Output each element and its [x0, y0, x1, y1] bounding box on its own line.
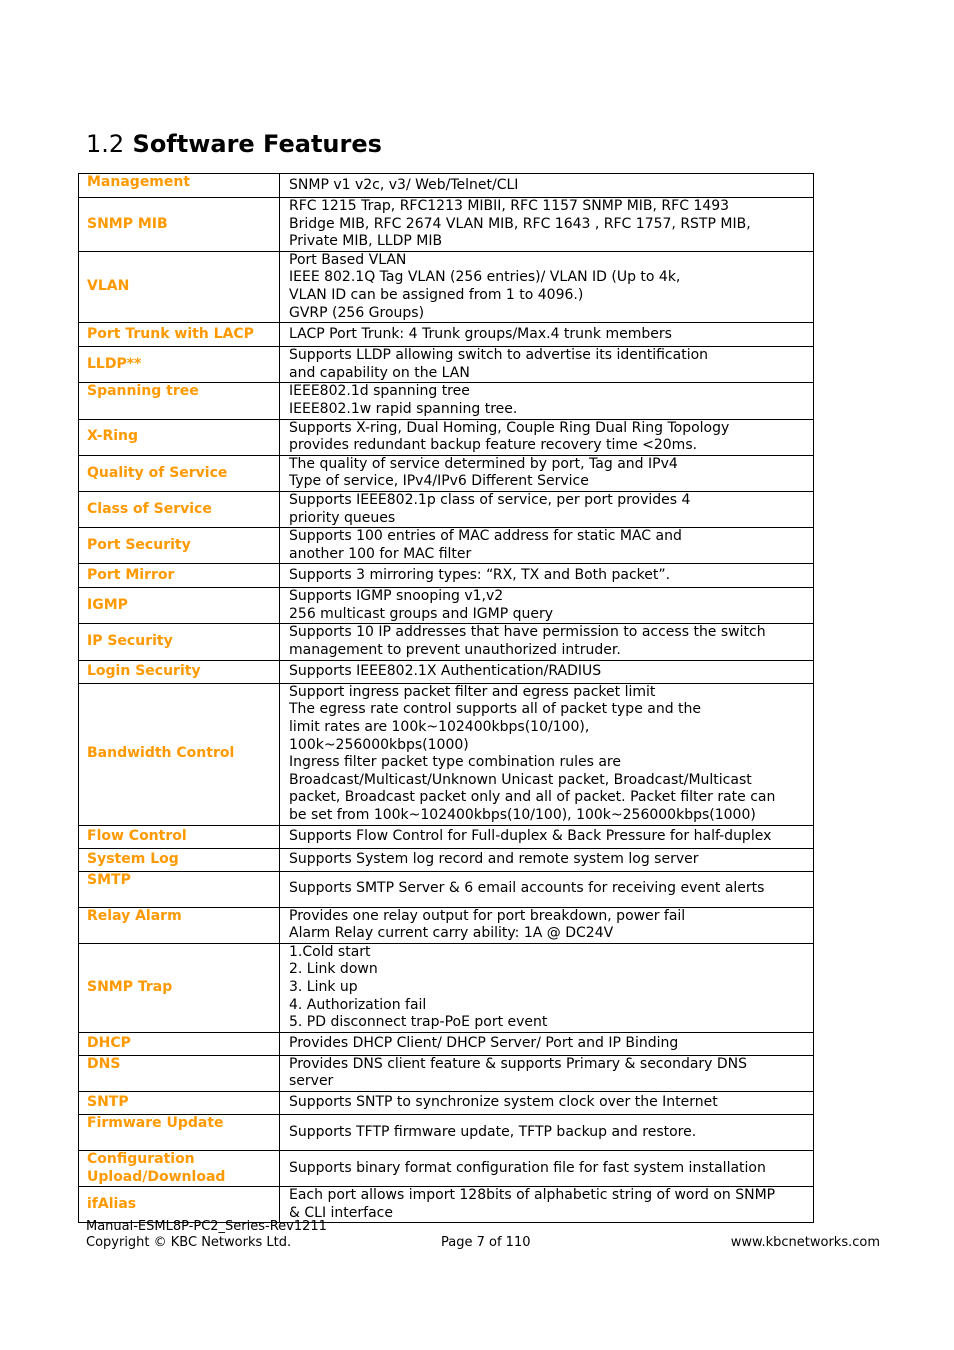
- feature-description: IEEE802.1d spanning tree IEEE802.1w rapid spanning tree.: [280, 383, 814, 419]
- feature-label: Configuration Upload/Download: [79, 1151, 280, 1187]
- feature-label: ifAlias: [79, 1187, 280, 1223]
- table-row: [79, 1092, 814, 1115]
- table-row: [79, 419, 814, 455]
- table-row: [79, 198, 814, 252]
- table-row: [79, 588, 814, 624]
- feature-description: Supports IGMP snooping v1,v2 256 multicast groups and IGMP query: [280, 588, 814, 624]
- feature-description: Supports System log record and remote system log server: [280, 848, 814, 871]
- feature-label: Port Security: [79, 528, 280, 564]
- table-row: [79, 871, 814, 907]
- feature-description: Supports 3 mirroring types: “RX, TX and Both packet”.: [280, 564, 814, 588]
- feature-label: DHCP: [79, 1032, 280, 1055]
- table-row: [79, 491, 814, 527]
- table-row: [79, 943, 814, 1032]
- feature-description: Port Based VLAN IEEE 802.1Q Tag VLAN (256 entries)/ VLAN ID (Up to 4k, VLAN ID can be assigned from 1 to 4096.) GVRP (256 Groups): [280, 251, 814, 322]
- feature-label: SNTP: [79, 1092, 280, 1115]
- table-row: [79, 323, 814, 347]
- feature-description: Provides DHCP Client/ DHCP Server/ Port and IP Binding: [280, 1032, 814, 1055]
- feature-description: Supports X-ring, Dual Homing, Couple Ring Dual Ring Topology provides redundant backup feature recovery time <20ms.: [280, 419, 814, 455]
- feature-label: Management: [79, 174, 280, 198]
- feature-label: Spanning tree: [79, 383, 280, 419]
- table-row: [79, 1115, 814, 1151]
- table-row: [79, 1151, 814, 1187]
- footer-website: www.kbcnetworks.com: [730, 1235, 880, 1250]
- table-row: [79, 660, 814, 683]
- feature-label: Class of Service: [79, 491, 280, 527]
- table-row: [79, 683, 814, 825]
- footer-manual-id: Manual-ESML8P-PC2_Series-Rev1211: [86, 1219, 327, 1234]
- feature-description: Supports IEEE802.1X Authentication/RADIUS: [280, 660, 814, 683]
- feature-label: SMTP: [79, 871, 280, 907]
- feature-description: Supports 10 IP addresses that have permission to access the switch management to prevent unauthorized intruder.: [280, 624, 814, 660]
- footer-copyright: Copyright © KBC Networks Ltd.: [86, 1235, 292, 1250]
- feature-label: Port Mirror: [79, 564, 280, 588]
- footer-page-number: Page 7 of 110: [441, 1235, 531, 1250]
- table-row: [79, 564, 814, 588]
- table-row: [79, 624, 814, 660]
- table-row: [79, 1032, 814, 1055]
- feature-description: Each port allows import 128bits of alphabetic string of word on SNMP & CLI interface: [280, 1187, 814, 1223]
- software-features-table: [78, 173, 814, 1223]
- table-row: [79, 383, 814, 419]
- feature-label: Quality of Service: [79, 455, 280, 491]
- table-row: [79, 825, 814, 848]
- feature-description: Provides one relay output for port breakdown, power fail Alarm Relay current carry ability: 1A @ DC24V: [280, 907, 814, 943]
- feature-description: Supports IEEE802.1p class of service, per port provides 4 priority queues: [280, 491, 814, 527]
- feature-label: Relay Alarm: [79, 907, 280, 943]
- feature-label: IP Security: [79, 624, 280, 660]
- feature-label: SNMP Trap: [79, 943, 280, 1032]
- feature-description: Supports SNTP to synchronize system clock over the Internet: [280, 1092, 814, 1115]
- feature-label: Firmware Update: [79, 1115, 280, 1151]
- feature-label: Port Trunk with LACP: [79, 323, 280, 347]
- table-row: [79, 251, 814, 322]
- section-number: 1.2: [86, 130, 125, 158]
- feature-label: System Log: [79, 848, 280, 871]
- table-row: [79, 455, 814, 491]
- feature-label: Bandwidth Control: [79, 683, 280, 825]
- feature-description: Provides DNS client feature & supports Primary & secondary DNS server: [280, 1055, 814, 1091]
- feature-label: IGMP: [79, 588, 280, 624]
- feature-description: Supports binary format configuration file for fast system installation: [280, 1151, 814, 1187]
- feature-label: DNS: [79, 1055, 280, 1091]
- table-row: [79, 907, 814, 943]
- feature-description: RFC 1215 Trap, RFC1213 MIBII, RFC 1157 SNMP MIB, RFC 1493 Bridge MIB, RFC 2674 VLAN MIB, RFC 1643 , RFC 1757, RSTP MIB, Private MIB, LLDP MIB: [280, 198, 814, 252]
- feature-label: SNMP MIB: [79, 198, 280, 252]
- feature-description: Supports TFTP firmware update, TFTP backup and restore.: [280, 1115, 814, 1151]
- feature-label: Login Security: [79, 660, 280, 683]
- section-title: Software Features: [132, 130, 382, 158]
- feature-label: Flow Control: [79, 825, 280, 848]
- feature-description: Supports LLDP allowing switch to advertise its identification and capability on the LAN: [280, 347, 814, 383]
- feature-description: LACP Port Trunk: 4 Trunk groups/Max.4 trunk members: [280, 323, 814, 347]
- table-row: [79, 174, 814, 198]
- feature-label: X-Ring: [79, 419, 280, 455]
- feature-description: The quality of service determined by port, Tag and IPv4 Type of service, IPv4/IPv6 Different Service: [280, 455, 814, 491]
- feature-description: 1.Cold start 2. Link down 3. Link up 4. Authorization fail 5. PD disconnect trap-PoE port event: [280, 943, 814, 1032]
- feature-description: Supports Flow Control for Full-duplex & Back Pressure for half-duplex: [280, 825, 814, 848]
- table-row: [79, 347, 814, 383]
- table-row: [79, 848, 814, 871]
- feature-description: Supports 100 entries of MAC address for static MAC and another 100 for MAC filter: [280, 528, 814, 564]
- feature-description: Support ingress packet filter and egress packet limit The egress rate control supports all of packet type and the limit rates are 100k~102400kbps(10/100), 100k~256000kbps(1000) Ingress filter packet type combination rules are Broadcast/Multicast/Unknown Unicast packet, Broadcast/Multicast packet, Broadcast packet only and all of packet. Packet filter rate can be set from 100k~102400kbps(10/100), 100k~256000kbps(1000): [280, 683, 814, 825]
- feature-description: Supports SMTP Server & 6 email accounts for receiving event alerts: [280, 871, 814, 907]
- table-row: [79, 1187, 814, 1223]
- table-row: [79, 1055, 814, 1091]
- feature-label: LLDP**: [79, 347, 280, 383]
- section-heading: [86, 126, 382, 162]
- table-row: [79, 528, 814, 564]
- footer-left: [86, 1219, 327, 1251]
- feature-description: SNMP v1 v2c, v3/ Web/Telnet/CLI: [280, 174, 814, 198]
- feature-label: VLAN: [79, 251, 280, 322]
